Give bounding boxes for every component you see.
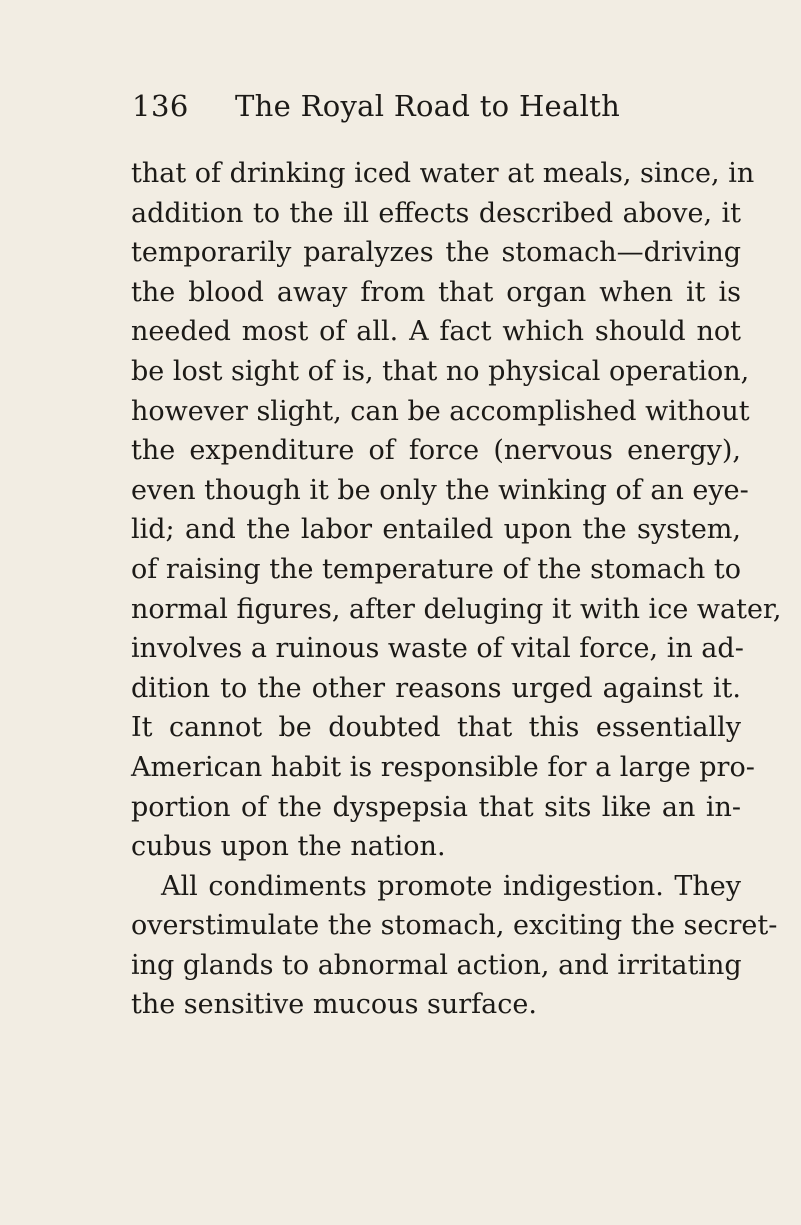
text-line: the sensitive mucous surface.: [131, 989, 537, 1021]
text-line: overstimulate the stomach, exciting the secret-: [131, 910, 778, 942]
text-line: that of drinking iced water at meals, since, in: [131, 158, 755, 189]
text-line: involves a ruinous waste of vital force, in ad-: [131, 633, 744, 665]
text-line: the expenditure of force (nervous energy),: [131, 435, 741, 467]
text-line: ing glands to abnormal action, and irritating: [131, 949, 742, 981]
text-line: temporarily paralyzes the stomach—driving: [131, 237, 741, 269]
running-title: The Royal Road to Health: [235, 89, 621, 123]
text-line: of raising the temperature of the stomach to: [131, 553, 741, 585]
text-line: It cannot be doubted that this essentially: [131, 712, 741, 744]
text-line: dition to the other reasons urged against it.: [131, 672, 741, 704]
page-header: [132, 86, 692, 126]
body-text: [131, 154, 782, 1025]
text-line: needed most of all. A fact which should not: [131, 316, 741, 348]
text-line: All condiments promote indigestion. They: [161, 870, 741, 902]
text-line: lid; and the labor entailed upon the system,: [131, 514, 741, 546]
text-line: portion of the dyspepsia that sits like an in-: [131, 791, 741, 823]
page-number: 136: [132, 89, 189, 123]
text-line: cubus upon the nation.: [131, 831, 446, 863]
text-line: normal figures, after deluging it with ice water,: [131, 593, 782, 625]
text-line: addition to the ill effects described above, it: [131, 197, 741, 229]
text-line: the blood away from that organ when it is: [131, 276, 741, 308]
text-line: however slight, can be accomplished without: [131, 395, 750, 427]
text-line: even though it be only the winking of an eye-: [131, 474, 749, 506]
text-line: American habit is responsible for a large pro-: [131, 751, 755, 783]
text-line: be lost sight of is, that no physical operation,: [131, 355, 750, 387]
